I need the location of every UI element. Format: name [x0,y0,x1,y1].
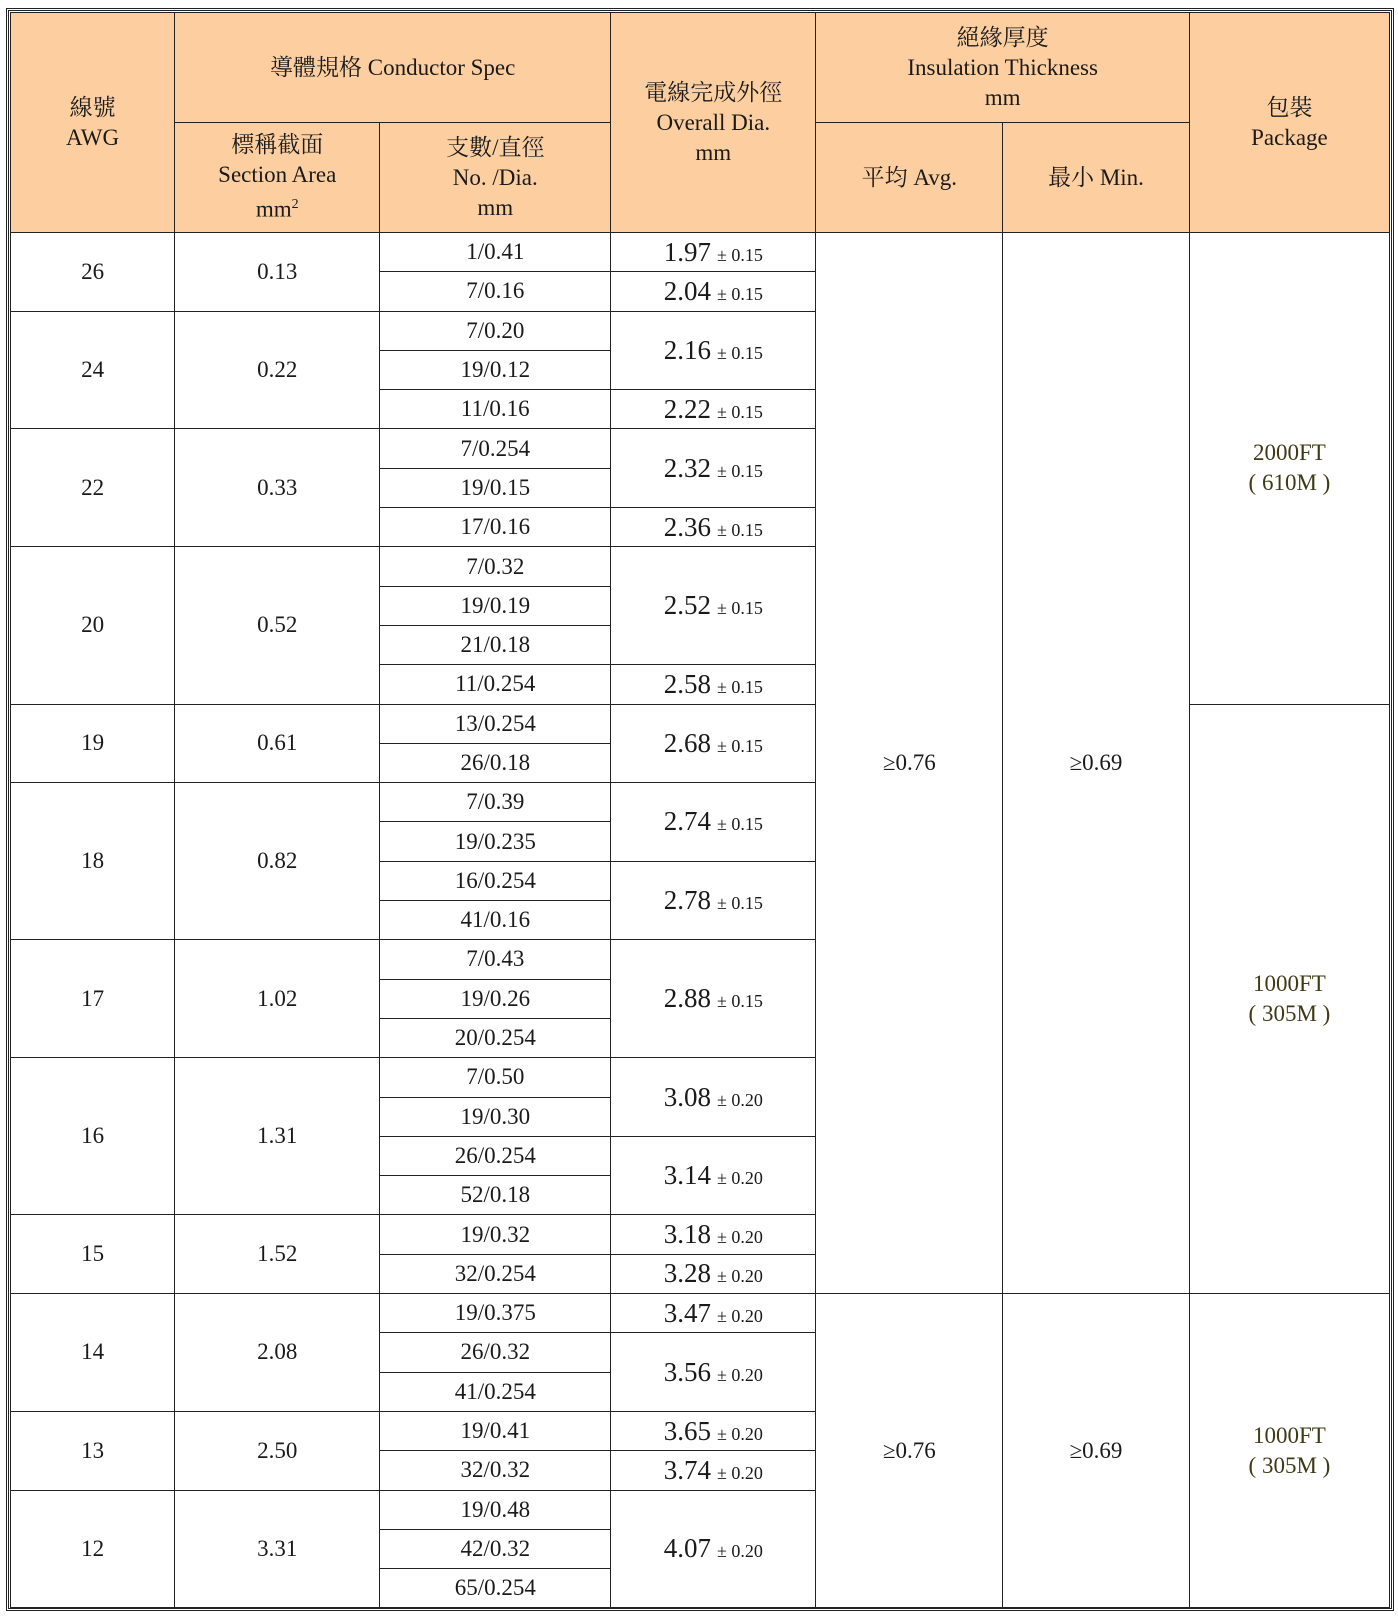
strand-cell: 17/0.16 [380,508,611,547]
overall-dia-value: 2.16 [663,334,711,365]
awg-cell: 19 [11,704,175,783]
strand-cell: 42/0.32 [380,1529,611,1568]
overall-dia-value: 2.68 [663,727,711,758]
overall-dia-value: 3.08 [663,1081,711,1112]
section-area-cell: 2.50 [175,1411,380,1490]
overall-dia-tolerance: ± 0.15 [716,460,763,481]
awg-cell: 16 [11,1058,175,1215]
strand-cell: 21/0.18 [380,625,611,664]
section-area-cell: 0.61 [175,704,380,783]
overall-dia-value: 4.07 [663,1533,711,1564]
overall-dia-cell [611,1451,816,1490]
overall-dia-cell [611,1254,816,1293]
overall-dia-value: 1.97 [663,236,711,267]
overall-dia-tolerance: ± 0.20 [716,1364,763,1385]
strand-cell: 32/0.32 [380,1451,611,1490]
strand-cell: 19/0.26 [380,979,611,1018]
strand-cell: 7/0.32 [380,547,611,586]
overall-dia-tolerance: ± 0.20 [716,1168,763,1189]
overall-dia-value: 2.78 [663,885,711,916]
table-row [11,1294,1390,1333]
overall-dia-cell [611,233,816,272]
package-length: 1000FT [1253,1422,1326,1448]
overall-dia-tolerance: ± 0.20 [716,1089,763,1110]
overall-dia-value: 3.47 [663,1297,711,1328]
strand-cell: 20/0.254 [380,1018,611,1057]
insulation-min-cell: ≥0.69 [1003,233,1190,1294]
awg-header: 線號 AWG [11,13,175,233]
awg-cell: 17 [11,940,175,1058]
section-area-cell: 2.08 [175,1294,380,1412]
overall-dia-value: 2.36 [663,511,711,542]
section-area-header: 標稱截面 Section Area $mm^2$ [175,123,380,233]
strand-cell: 26/0.254 [380,1136,611,1175]
overall-dia-value: 3.28 [663,1258,711,1289]
strand-cell: 19/0.48 [380,1490,611,1529]
strand-cell: 32/0.254 [380,1254,611,1293]
insulation-header: 絕緣厚度 Insulation Thickness mm [816,13,1189,123]
strand-cell: 19/0.15 [380,468,611,507]
package-metric: ( 305M ) [1248,1452,1331,1478]
overall-dia-tolerance: ± 0.15 [716,676,763,697]
overall-dia-cell [611,1490,816,1608]
section-area-cell: 0.22 [175,311,380,429]
strand-cell: 41/0.254 [380,1372,611,1411]
overall-dia-tolerance: ± 0.15 [716,401,763,422]
overall-dia-cell [611,311,816,390]
strand-cell: 11/0.254 [380,665,611,704]
overall-dia-cell [611,1136,816,1215]
strand-cell: 19/0.235 [380,822,611,861]
awg-cell: 20 [11,547,175,704]
strand-cell: 7/0.39 [380,783,611,822]
insulation-min-cell: ≥0.69 [1003,1294,1190,1608]
overall-dia-tolerance: ± 0.20 [716,1266,763,1287]
strand-cell: 19/0.12 [380,350,611,389]
overall-dia-value: 2.04 [663,275,711,306]
strand-cell: 7/0.16 [380,272,611,311]
strand-cell: 7/0.43 [380,940,611,979]
strand-cell: 65/0.254 [380,1569,611,1608]
overall-dia-tolerance: ± 0.20 [716,1305,763,1326]
overall-dia-tolerance: ± 0.15 [716,893,763,914]
overall-dia-cell [611,1058,816,1137]
section-area-cell: 0.52 [175,547,380,704]
overall-dia-tolerance: ± 0.15 [716,244,763,265]
overall-dia-cell [611,1411,816,1450]
section-area-cell: 3.31 [175,1490,380,1608]
section-area-cell: 1.02 [175,940,380,1058]
strand-cell: 52/0.18 [380,1176,611,1215]
awg-cell: 24 [11,311,175,429]
strand-cell: 7/0.254 [380,429,611,468]
table-row [11,233,1390,272]
insulation-avg-cell: ≥0.76 [816,1294,1003,1608]
overall-dia-cell [611,665,816,704]
awg-cell: 13 [11,1411,175,1490]
package-cell [1189,233,1389,705]
overall-dia-value: 2.22 [663,393,711,424]
strand-cell: 41/0.16 [380,901,611,940]
awg-cell: 26 [11,233,175,312]
overall-dia-cell [611,508,816,547]
package-metric: ( 305M ) [1248,1000,1331,1026]
strand-cell: 19/0.41 [380,1411,611,1450]
awg-cell: 14 [11,1294,175,1412]
overall-dia-value: 3.56 [663,1356,711,1387]
overall-dia-cell [611,272,816,311]
strand-cell: 7/0.20 [380,311,611,350]
overall-dia-value: 3.65 [663,1415,711,1446]
overall-dia-value: 2.88 [663,983,711,1014]
overall-dia-tolerance: ± 0.20 [716,1423,763,1444]
overall-dia-value: 2.74 [663,806,711,837]
awg-cell: 22 [11,429,175,547]
package-cell [1189,704,1389,1293]
overall-dia-cell [611,390,816,429]
overall-dia-value: 3.18 [663,1219,711,1250]
overall-dia-cell [611,783,816,862]
package-header: 包裝 Package [1189,13,1389,233]
overall-dia-tolerance: ± 0.20 [716,1227,763,1248]
overall-dia-cell [611,1333,816,1412]
section-area-cell: 0.13 [175,233,380,312]
strand-cell: 7/0.50 [380,1058,611,1097]
insulation-min-header: 最小 Min. [1003,123,1190,233]
overall-dia-tolerance: ± 0.15 [716,991,763,1012]
strand-cell: 13/0.254 [380,704,611,743]
strand-cell: 19/0.19 [380,586,611,625]
overall-dia-cell [611,547,816,665]
section-area-cell: 0.33 [175,429,380,547]
overall-dia-value: 2.58 [663,668,711,699]
strand-cell: 26/0.32 [380,1333,611,1372]
overall-dia-cell [611,940,816,1058]
overall-dia-cell [611,1215,816,1254]
overall-dia-header: 電線完成外徑 Overall Dia. mm [611,13,816,233]
strand-cell: 11/0.16 [380,390,611,429]
strand-cell: 19/0.32 [380,1215,611,1254]
strand-cell: 26/0.18 [380,743,611,782]
package-metric: ( 610M ) [1248,470,1331,496]
overall-dia-tolerance: ± 0.15 [716,519,763,540]
table-body [11,233,1390,1608]
overall-dia-value: 2.32 [663,452,711,483]
strand-cell: 19/0.30 [380,1097,611,1136]
section-area-cell: 0.82 [175,783,380,940]
conductor-header: 導體規格 Conductor Spec [175,13,611,123]
package-cell [1189,1294,1389,1608]
section-area-cell: 1.52 [175,1215,380,1294]
overall-dia-tolerance: ± 0.20 [716,1462,763,1483]
overall-dia-tolerance: ± 0.15 [716,814,763,835]
awg-cell: 18 [11,783,175,940]
insulation-avg-cell: ≥0.76 [816,233,1003,1294]
package-length: 1000FT [1253,970,1326,996]
overall-dia-cell [611,1294,816,1333]
overall-dia-tolerance: ± 0.15 [716,283,763,304]
overall-dia-cell [611,429,816,508]
strand-cell: 1/0.41 [380,233,611,272]
overall-dia-tolerance: ± 0.15 [716,598,763,619]
overall-dia-cell [611,861,816,940]
wire-spec-table [10,12,1390,1608]
overall-dia-value: 2.52 [663,590,711,621]
awg-cell: 12 [11,1490,175,1608]
strand-header: 支數/直徑 No. /Dia. mm [380,123,611,233]
overall-dia-value: 3.74 [663,1454,711,1485]
section-area-cell: 1.31 [175,1058,380,1215]
awg-cell: 15 [11,1215,175,1294]
overall-dia-cell [611,704,816,783]
overall-dia-tolerance: ± 0.20 [716,1541,763,1562]
overall-dia-tolerance: ± 0.15 [716,342,763,363]
insulation-avg-header: 平均 Avg. [816,123,1003,233]
overall-dia-tolerance: ± 0.15 [716,735,763,756]
strand-cell: 19/0.375 [380,1294,611,1333]
overall-dia-value: 3.14 [663,1160,711,1191]
package-length: 2000FT [1253,440,1326,466]
strand-cell: 16/0.254 [380,861,611,900]
